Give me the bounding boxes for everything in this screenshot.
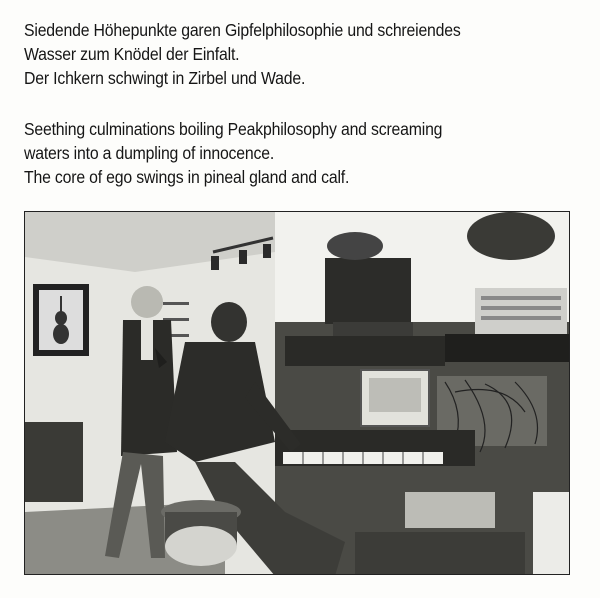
synth-module [475,288,567,334]
upper-keyboard [445,334,570,362]
german-line-3: Der Ichkern schwingt in Zirbel und Wade. [24,68,306,88]
german-line-2: Wasser zum Knödel der Einfalt. [24,44,240,64]
violin-body [53,324,69,344]
lower-console [355,532,525,575]
lower-screen [405,492,495,528]
side-keyboard [533,492,570,575]
english-line-2: waters into a dumpling of innocence. [24,143,275,163]
english-verse [24,117,442,189]
synth-module-knobs [481,296,561,320]
side-table [25,422,83,502]
monitor-speaker [325,258,411,324]
german-line-1: Siedende Höhepunkte garen Gipfelphilosophie und schreiendes [24,20,461,40]
english-line-1: Seething culminations boiling Peakphilosophy and screaming [24,119,443,139]
stool [161,500,241,566]
hanging-object [327,232,383,260]
computer-screen [369,378,421,412]
studio-photo-illustration [25,212,570,575]
guitar-body [467,212,555,260]
violin-upper-body [55,311,67,325]
english-line-3: The core of ego swings in pineal gland and calf. [24,167,350,187]
german-verse [24,18,461,90]
studio-photograph [24,211,570,575]
mixer [285,336,445,366]
